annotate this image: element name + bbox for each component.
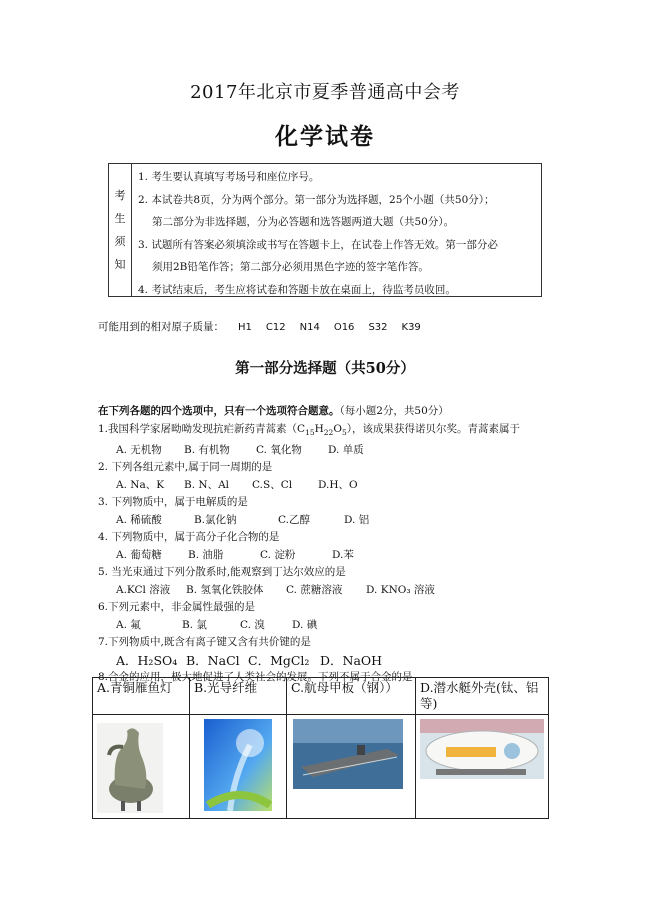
table-cell [287,715,416,819]
option: C. 氧化物 [256,443,302,456]
option: C.S、Cl [252,478,293,491]
option: C. 淀粉 [260,548,296,561]
atomic-mass: H1 [238,322,252,333]
option: A. 葡萄糖 [116,548,162,561]
submarine-image [416,715,548,815]
bronze-goose-lamp-image [93,715,189,815]
notice-label-char: 考 [114,189,126,202]
notice-item: 须用2B铅笔作答；第二部分必须用黑色字迹的签字笔作答。 [152,261,429,273]
aircraft-carrier-image [287,715,415,815]
table-cell [416,715,549,819]
option: D．NaOH [320,652,383,668]
question-options [98,442,558,460]
table-cell: C.航母甲板（钢）） [287,678,416,715]
option: A. 无机物 [116,443,162,456]
option: B．NaCl [186,652,240,668]
option: B. N、Al [184,478,230,491]
notice-item: 4. 考试结束后，考生应将试卷和答题卡放在桌面上，待监考员收回。 [138,283,456,296]
option: A.KCl 溶液 [116,583,171,596]
question-options [98,617,558,635]
optical-fiber-image [190,715,286,815]
option: D. 铝 [344,513,370,526]
table-cell: D.潜水艇外壳(钛、铝等) [416,678,549,715]
question-options [98,477,558,495]
question-options [98,547,558,565]
atomic-masses [98,319,421,334]
option: B.氯化钠 [194,513,237,526]
question-stem: 3. 下列物质中，属于电解质的是 [98,496,248,509]
atomic-mass: N14 [299,322,320,333]
option: C．MgCl₂ [248,652,310,668]
paper-title: 化学试卷 [275,123,375,150]
table-cell [190,715,287,819]
option: C. 溴 [240,618,265,631]
question-stem: 6.下列元素中，非金属性最强的是 [98,601,256,614]
notice-box [108,163,542,297]
option: C. 蔗糖溶液 [286,583,343,596]
section-instruction [98,403,449,418]
atomic-mass: C12 [265,322,286,333]
option: A. Na、K [116,478,165,491]
instruction-rest: （每小题2分，共50分） [339,405,449,417]
option: D. KNO₃ 溶液 [366,583,435,596]
option: B. 氢氧化铁胶体 [186,583,264,596]
question-stem: 2. 下列各组元素中,属于同一周期的是 [98,461,273,474]
question-list [98,421,558,687]
notice-label-char: 须 [114,235,126,248]
notice-label-char: 知 [114,258,126,271]
option: D. 碘 [292,618,318,631]
table-cell: B.光导纤维 [190,678,287,715]
instruction-bold: 在下列各题的四个选项中，只有一个选项符合题意。 [98,405,340,417]
notice-list [132,164,541,296]
option: A．H₂SO₄ [116,652,178,668]
table-cell [93,715,190,819]
exam-title: 2017年北京市夏季普通高中会考 [190,82,460,103]
option: D. 单质 [328,443,364,456]
question-options [98,582,558,600]
option: A. 氟 [116,618,141,631]
option: C.乙醇 [278,513,310,526]
option: B. 有机物 [184,443,230,456]
alloy-options-table [92,677,549,819]
notice-item: 1. 考生要认真填写考场号和座位序号。 [138,171,320,183]
atomic-masses-label: 可能用到的相对原子质量： [98,321,224,333]
question-stem: 7.下列物质中,既含有离子键又含有共价键的是 [98,636,311,649]
notice-item: 3. 试题所有答案必须填涂或书写在答题卡上，在试卷上作答无效。第一部分必 [138,238,498,251]
notice-label-char: 生 [114,212,126,225]
question-stem: 1.我国科学家屠呦呦发现抗疟新药青蒿素$(C_{15}H_{22}O_5)$，该成果获得诺贝尔奖。青蒿素属于 [98,423,520,438]
table-cell: A.青铜雁鱼灯 [93,678,190,715]
question-stem: 8.合金的应用，极大地促进了人类社会的发展。下列不属于合金的是 [98,671,413,684]
option: B. 油脂 [188,548,224,561]
question-stem: 5. 当光束通过下列分散系时,能观察到丁达尔效应的是 [98,566,346,579]
notice-item: 2. 本试卷共8页，分为两个部分。第一部分为选择题，25个小题（共50分）； [138,193,495,206]
notice-item: 第二部分为非选择题，分为必答题和选答题两道大题（共50分）。 [152,216,455,228]
question-stem: 4. 下列物质中，属于高分子化合物的是 [98,531,280,544]
option: D.H、O [318,478,358,491]
question-options [98,652,558,670]
option: A. 稀硫酸 [116,513,162,526]
section-title: 第一部分选择题（共50分） [235,360,415,377]
atomic-mass: K39 [401,322,421,333]
atomic-mass: O16 [333,322,355,333]
option: B. 氯 [182,618,207,631]
option: D.苯 [332,548,354,561]
atomic-mass: S32 [368,322,388,333]
question-options [98,512,558,530]
notice-label [109,164,132,296]
